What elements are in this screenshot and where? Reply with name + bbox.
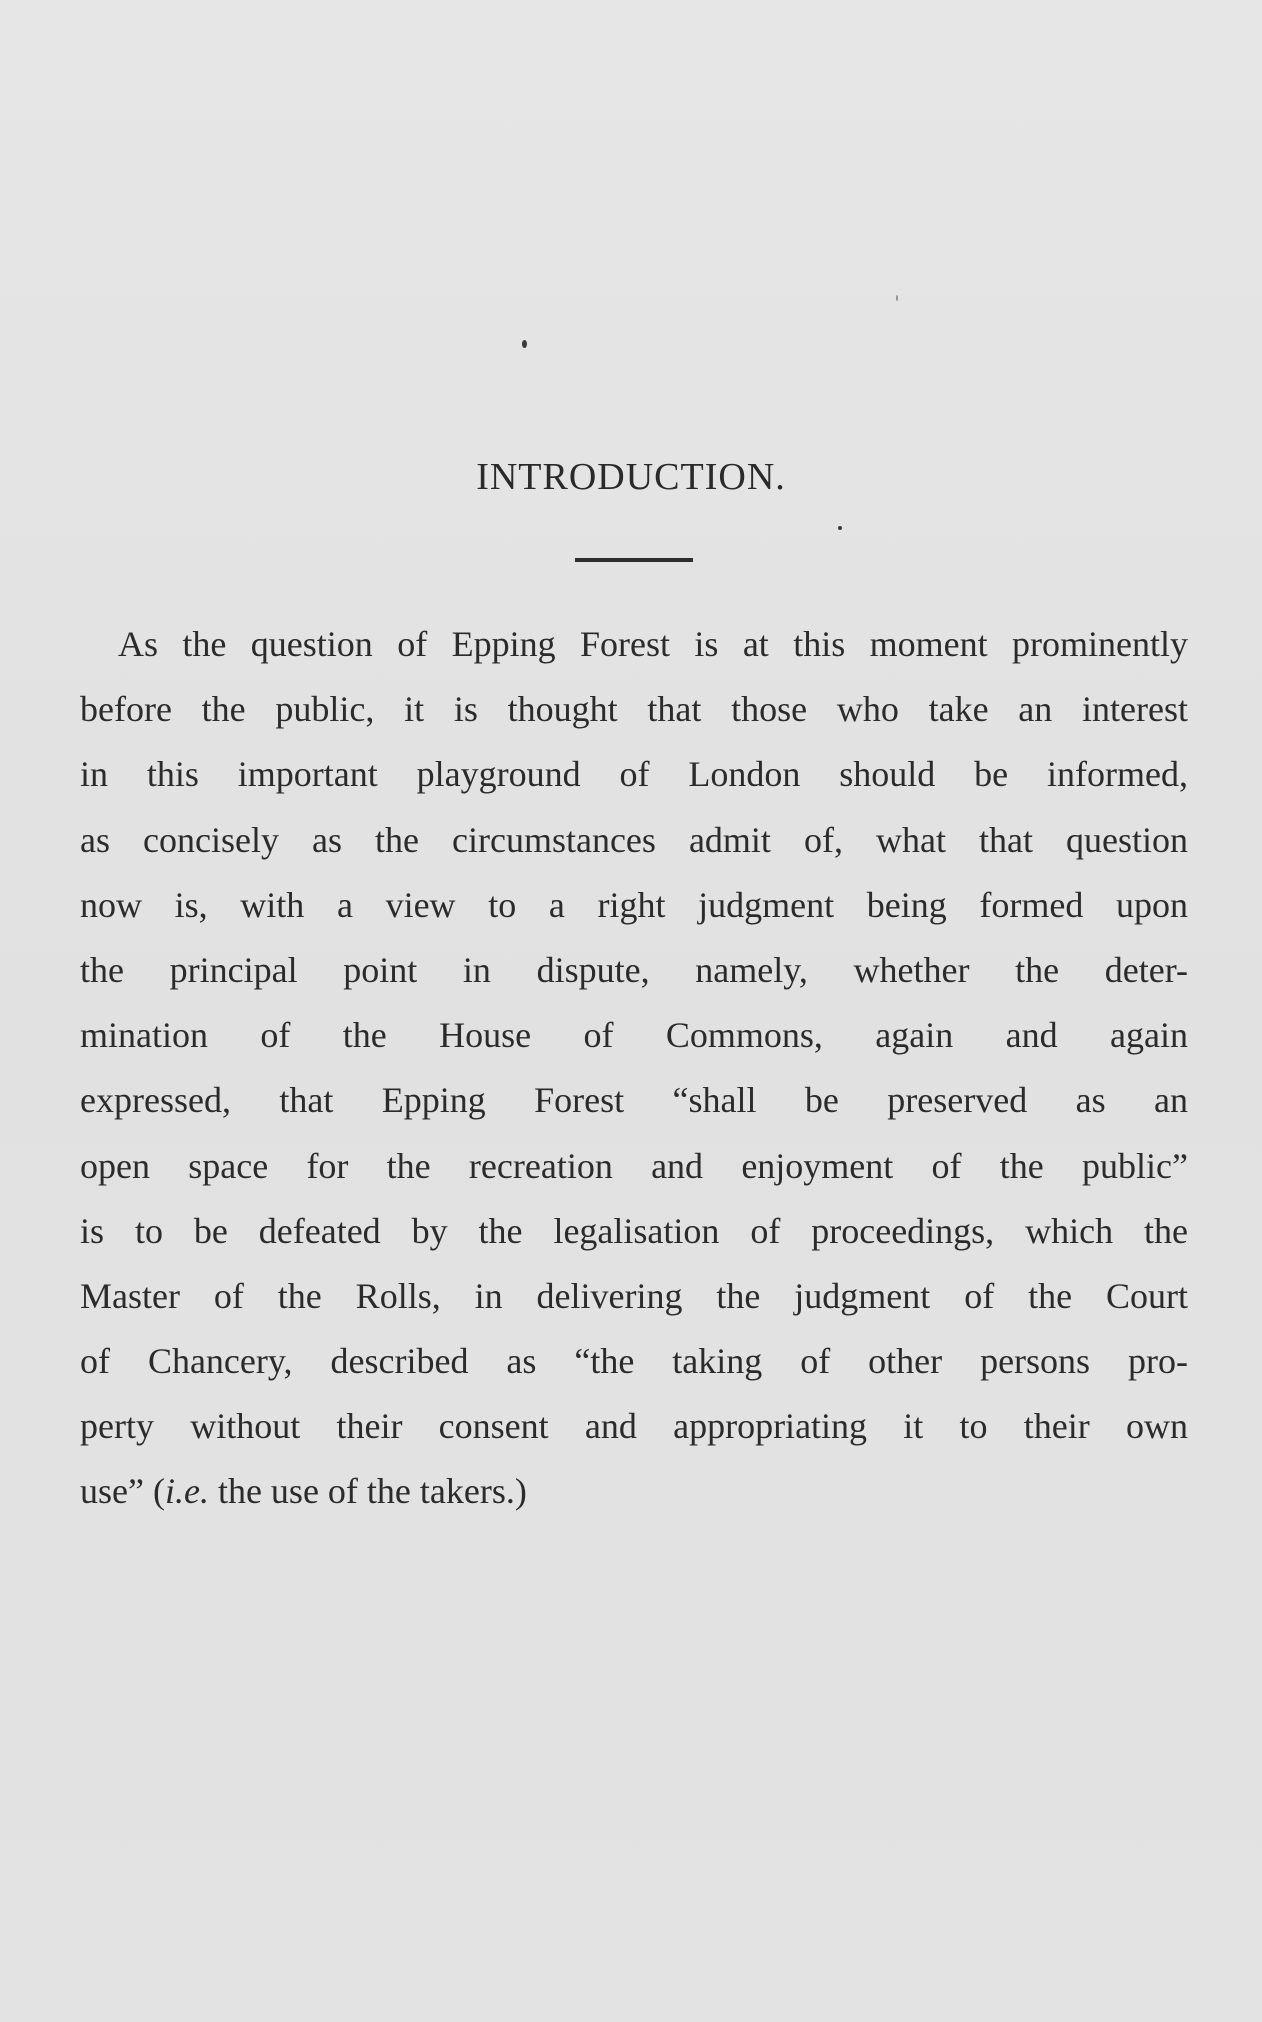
paragraph-line: expressed, that Epping Forest “shall be preserved as an bbox=[80, 1080, 1188, 1121]
last-line-start: use” ( bbox=[80, 1471, 165, 1512]
print-speck bbox=[896, 295, 898, 301]
paragraph-line: mination of the House of Commons, again and again bbox=[80, 1015, 1188, 1056]
paragraph-line: open space for the recreation and enjoyment of the public” bbox=[80, 1145, 1188, 1186]
paragraph-line: As the question of Epping Forest is at this moment prominently bbox=[118, 624, 1188, 664]
chapter-heading: INTRODUCTION. bbox=[476, 456, 786, 498]
heading-rule bbox=[575, 558, 693, 562]
paragraph-line: in this important playground of London should be informed, bbox=[80, 754, 1188, 795]
print-speck bbox=[522, 340, 527, 348]
paragraph-line: Master of the Rolls, in delivering the judgment of the Court bbox=[80, 1275, 1188, 1316]
paragraph-line: before the public, it is thought that those who take an interest bbox=[80, 689, 1188, 730]
last-line-end: the use of the takers.) bbox=[208, 1471, 527, 1512]
paragraph-line: the principal point in dispute, namely, whether the deter- bbox=[80, 949, 1188, 990]
paragraph-line: now is, with a view to a right judgment being formed upon bbox=[80, 884, 1188, 925]
print-speck bbox=[838, 526, 842, 530]
paragraph-line: as concisely as the circumstances admit of, what that question bbox=[80, 819, 1188, 860]
paragraph-last-line bbox=[80, 1459, 1188, 1524]
paragraph-line: of Chancery, described as “the taking of other persons pro- bbox=[80, 1341, 1188, 1382]
paragraph-line: is to be defeated by the legalisation of proceedings, which the bbox=[80, 1210, 1188, 1251]
last-line-italic: i.e. bbox=[164, 1471, 209, 1512]
paragraph-line: perty without their consent and appropriating it to their own bbox=[80, 1406, 1188, 1447]
introduction-paragraph bbox=[80, 612, 1188, 1525]
